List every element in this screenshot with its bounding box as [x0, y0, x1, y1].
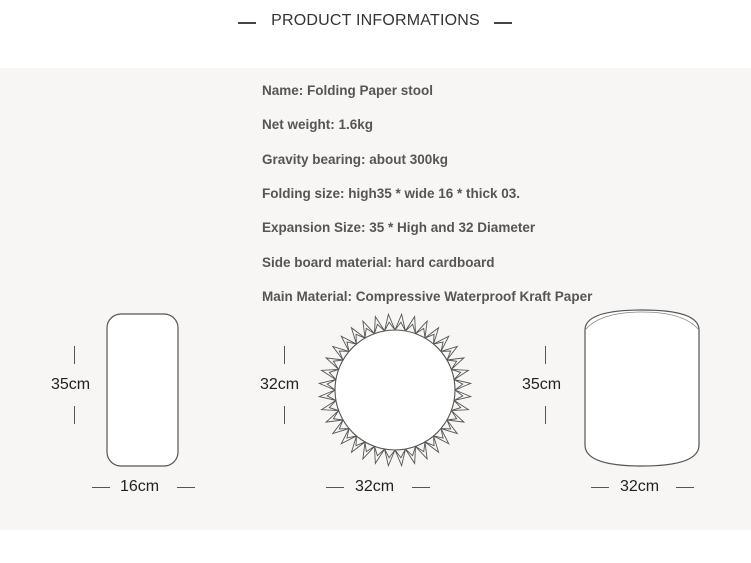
spec-expansion-size: Expansion Size: 35 * High and 32 Diameter — [262, 220, 536, 235]
top-view-width-dash-left — [326, 487, 344, 488]
top-view-height-label: 32cm — [260, 376, 300, 393]
folded-stool-shape — [107, 314, 178, 466]
spec-net-weight: Net weight: 1.6kg — [262, 117, 374, 132]
folded-height-tick-top — [74, 346, 75, 364]
spec-folding-size: Folding size: high35 * wide 16 * thick 03. — [262, 186, 521, 201]
top-view-stool-shape — [319, 314, 470, 465]
expanded-stool-shape — [585, 310, 699, 466]
folded-height-tick-bottom — [74, 406, 75, 424]
paper-fold-petal — [395, 449, 405, 466]
folded-width-label: 16cm — [120, 478, 160, 495]
expanded-width-dash-left — [591, 487, 609, 488]
spec-main-material: Main Material: Compressive Waterproof Kraft Paper — [262, 289, 593, 304]
spec-gravity: Gravity bearing: about 300kg — [262, 152, 449, 167]
spec-name: Name: Folding Paper stool — [262, 83, 434, 98]
paper-fold-petal — [454, 390, 471, 400]
paper-fold-petal — [319, 380, 336, 390]
expanded-height-label: 35cm — [522, 376, 562, 393]
expanded-height-tick-bottom — [545, 406, 546, 424]
folded-height-label: 35cm — [51, 376, 91, 393]
paper-fold-petal — [385, 449, 395, 466]
folded-width-dash-right — [177, 487, 195, 488]
folded-width-dash-left — [92, 487, 110, 488]
expanded-width-dash-right — [676, 487, 694, 488]
top-view-width-label: 32cm — [355, 478, 395, 495]
paper-fold-petal — [385, 314, 395, 331]
paper-fold-petal — [395, 314, 405, 331]
paper-fold-petal — [454, 380, 471, 390]
top-view-height-tick-bottom — [284, 406, 285, 424]
paper-fold-petal — [319, 390, 336, 400]
spec-side-board: Side board material: hard cardboard — [262, 255, 495, 270]
page-title: PRODUCT INFORMATIONS — [271, 12, 480, 29]
expanded-height-tick-top — [545, 346, 546, 364]
top-view-width-dash-right — [412, 487, 430, 488]
top-view-height-tick-top — [284, 346, 285, 364]
expanded-width-label: 32cm — [620, 478, 660, 495]
